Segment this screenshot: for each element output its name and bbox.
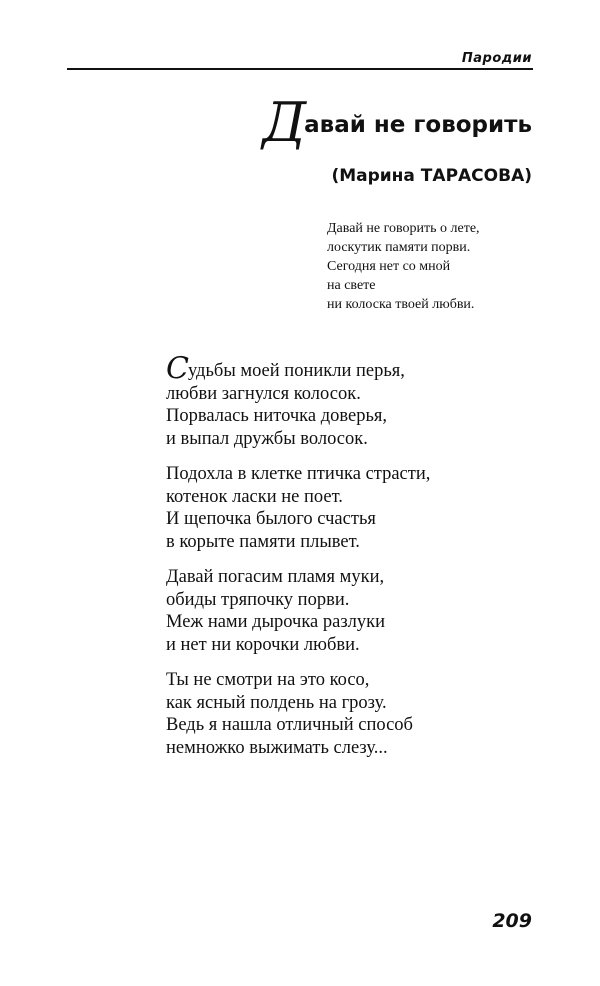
page-number: 209 bbox=[492, 910, 532, 932]
stanza bbox=[166, 463, 546, 553]
poem-initial: С bbox=[166, 351, 189, 386]
poem-line: и выпал дружбы волосок. bbox=[166, 428, 368, 449]
stanza bbox=[166, 566, 546, 656]
poem-line: Меж нами дырочка разлуки bbox=[166, 612, 386, 632]
poem-line: любви загнулся колосок. bbox=[166, 383, 361, 404]
stanza bbox=[166, 669, 546, 759]
poem-line: немножко выжимать слезу... bbox=[166, 737, 388, 758]
running-head: Пародии bbox=[461, 51, 532, 66]
title-text: авай не говорить bbox=[304, 112, 532, 138]
poem-line bbox=[166, 351, 546, 386]
poem-line: И щепочка былого счастья bbox=[166, 509, 376, 529]
page-title bbox=[262, 91, 532, 154]
epigraph-line: на свете bbox=[327, 278, 376, 293]
poem-line: котенок ласки не поет. bbox=[166, 486, 343, 507]
epigraph-line: ни колоска твоей любви. bbox=[327, 297, 475, 312]
poem-line: и нет ни корочки любви. bbox=[166, 634, 360, 655]
poem-line: Порвалась ниточка доверья, bbox=[166, 406, 388, 426]
epigraph-line: Сегодня нет со мной bbox=[327, 259, 451, 274]
subtitle: (Марина ТАРАСОВА) bbox=[331, 166, 532, 186]
poem-line: Подохла в клетке птичка страсти, bbox=[166, 464, 431, 484]
epigraph bbox=[327, 219, 547, 314]
poem-line: Ведь я нашла отличный способ bbox=[166, 715, 413, 735]
epigraph-line: лоскутик памяти порви. bbox=[327, 240, 471, 255]
header-rule bbox=[67, 68, 533, 70]
title-initial: Д bbox=[262, 91, 307, 154]
poem-line: Ты не смотри на это косо, bbox=[166, 670, 370, 690]
stanza bbox=[166, 351, 546, 450]
epigraph-line: Давай не говорить о лете, bbox=[327, 221, 480, 236]
poem-line: как ясный полдень на грозу. bbox=[166, 692, 387, 713]
poem-line: в корыте памяти плывет. bbox=[166, 531, 360, 552]
poem-line: Давай погасим пламя муки, bbox=[166, 567, 385, 587]
poem-line-text: удьбы моей поникли перья, bbox=[187, 361, 405, 381]
poem-line: обиды тряпочку порви. bbox=[166, 589, 350, 610]
poem-body bbox=[166, 351, 546, 772]
